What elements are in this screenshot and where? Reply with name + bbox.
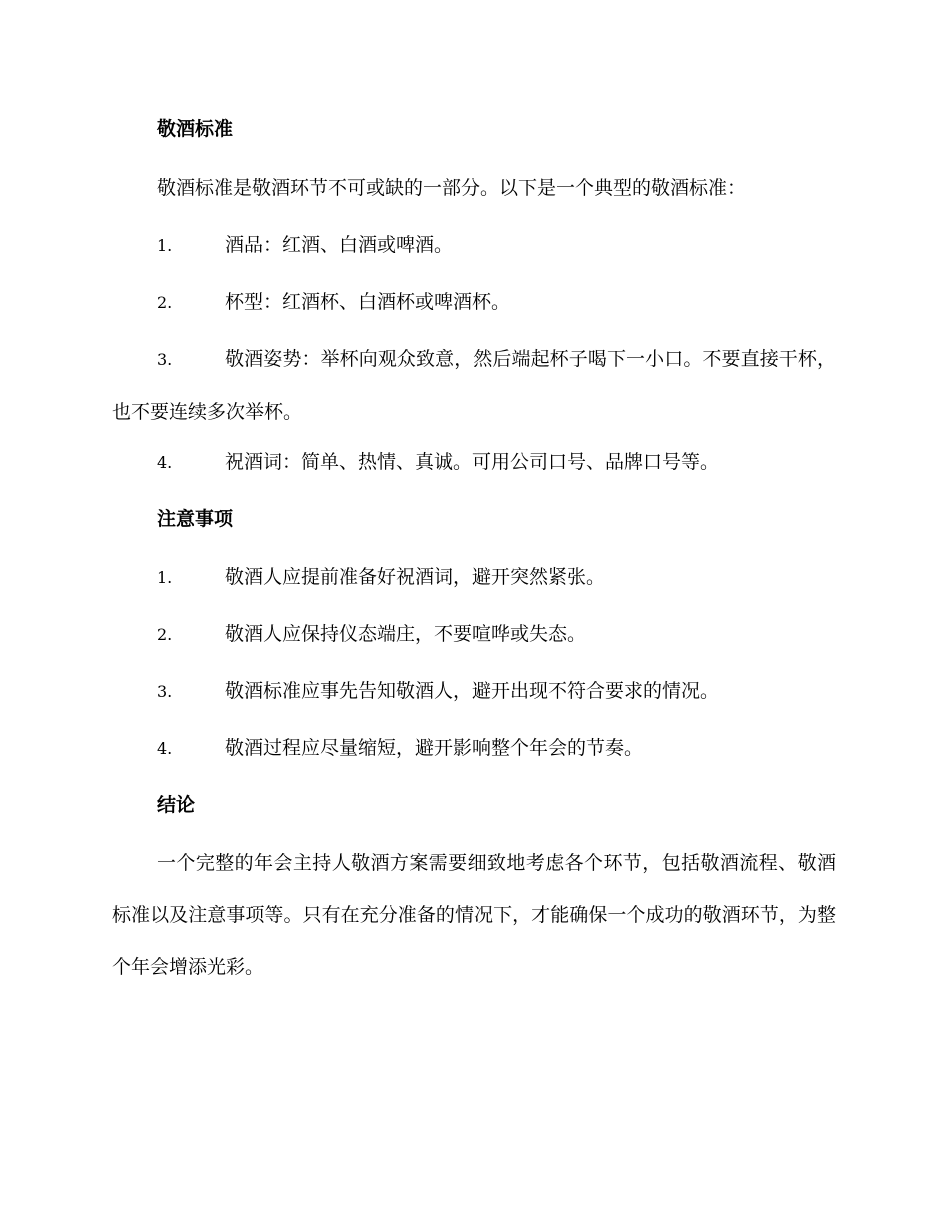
notes-list-item-4	[112, 722, 836, 775]
list-number: 2.	[157, 625, 173, 644]
list-number: 2.	[157, 293, 173, 312]
conclusion-paragraph: 一个完整的年会主持人敬酒方案需要细致地考虑各个环节，包括敬酒流程、敬酒标准以及注意事项等。只有在充分准备的情况下，才能确保一个成功的敬酒环节，为整个年会增添光彩。	[112, 852, 836, 978]
section-heading-conclusion: 结论	[157, 794, 196, 816]
list-item-text: 敬酒人应提前准备好祝酒词，避开突然紧张。	[225, 566, 606, 588]
standard-list-item-3	[112, 333, 836, 438]
notes-list-item-2	[112, 608, 836, 661]
list-item-text: 敬酒标准应事先告知敬酒人，避开出现不符合要求的情况。	[225, 680, 720, 702]
notes-list-item-1	[112, 551, 836, 604]
list-number: 4.	[157, 453, 173, 472]
list-item-text: 祝酒词：简单、热情、真诚。可用公司口号、品牌口号等。	[225, 451, 720, 473]
standard-list-item-1	[112, 219, 836, 272]
standard-list-item-2	[112, 276, 836, 329]
standard-list-item-4	[112, 436, 836, 489]
list-item-text: 敬酒人应保持仪态端庄，不要喧哗或失态。	[225, 623, 587, 645]
list-item-text: 杯型：红酒杯、白酒杯或啤酒杯。	[225, 291, 511, 313]
list-number: 3.	[157, 682, 173, 701]
section-heading-standard: 敬酒标准	[157, 118, 234, 140]
list-number: 4.	[157, 739, 173, 758]
list-item-text: 敬酒过程应尽量缩短，避开影响整个年会的节奏。	[225, 737, 644, 759]
list-item-text: 敬酒姿势：举杯向观众致意，然后端起杯子喝下一小口。不要直接干杯，也不要连续多次举杯。	[112, 348, 836, 423]
list-item-text: 酒品：红酒、白酒或啤酒。	[225, 234, 454, 256]
notes-list-item-3	[112, 665, 836, 718]
list-number: 3.	[157, 350, 173, 369]
list-number: 1.	[157, 568, 173, 587]
list-number: 1.	[157, 236, 173, 255]
section-heading-notes: 注意事项	[157, 508, 234, 530]
standard-intro-paragraph: 敬酒标准是敬酒环节不可或缺的一部分。以下是一个典型的敬酒标准：	[157, 177, 747, 199]
